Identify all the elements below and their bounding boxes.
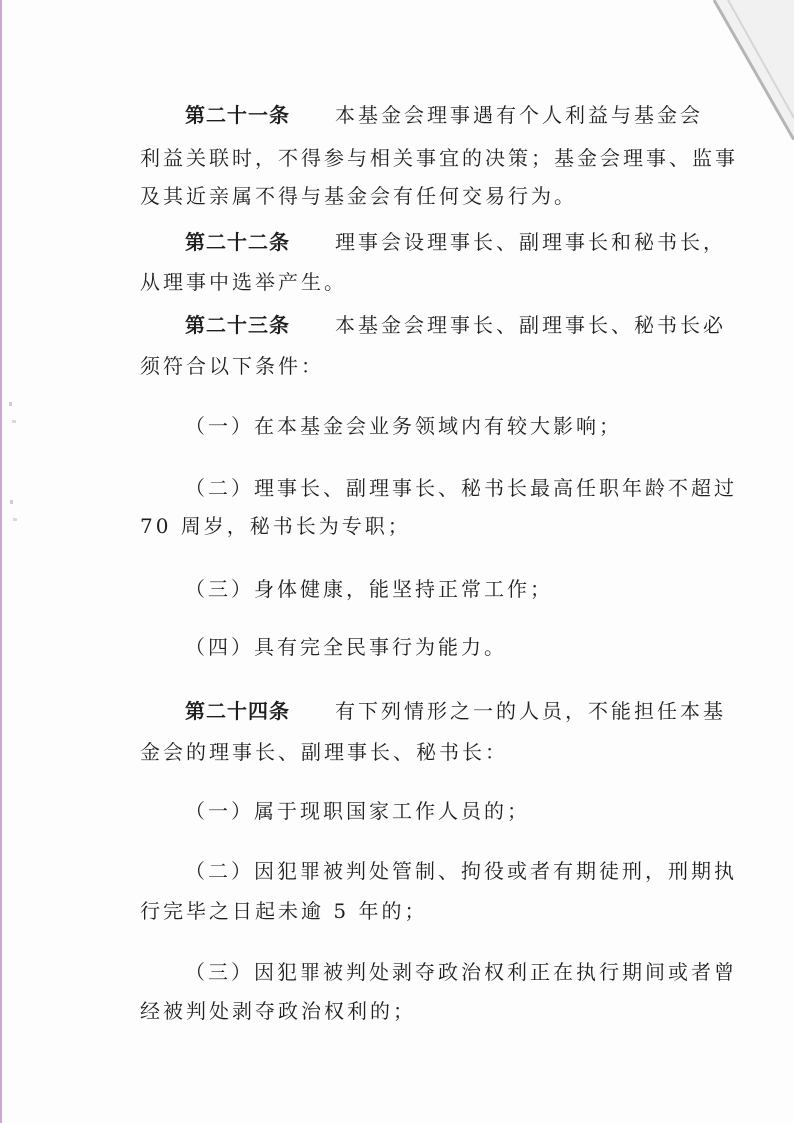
article-23-item-1: （一）在本基金会业务领域内有较大影响；	[185, 414, 622, 438]
article-23-title: 第二十三条	[185, 313, 290, 337]
article-23-item-2-line-2: 70 周岁，秘书长为专职；	[140, 514, 411, 538]
article-21-line-3: 及其近亲属不得与基金会有任何交易行为。	[140, 184, 577, 208]
article-21-first-line	[185, 101, 745, 129]
article-23-item-3: （三）身体健康，能坚持正常工作；	[185, 577, 553, 601]
scan-specks	[6, 400, 20, 540]
article-24-item-2: （二）因犯罪被判处管制、拘役或者有期徒刑，刑期执	[185, 859, 737, 883]
article-21-text: 本基金会理事遇有个人利益与基金会	[335, 103, 703, 127]
article-24-item-3: （三）因犯罪被判处剥夺政治权利正在执行期间或者曾	[185, 960, 737, 984]
article-22-line-2: 从理事中选举产生。	[140, 270, 347, 294]
article-23-line-2: 须符合以下条件：	[140, 354, 324, 378]
article-21-line-2: 利益关联时，不得参与相关事宜的决策；基金会理事、监事	[140, 146, 738, 170]
article-24-item-3-line-2: 经被判处剥夺政治权利的；	[140, 999, 416, 1023]
article-23-item-4: （四）具有完全民事行为能力。	[185, 635, 507, 659]
scan-edge	[0, 0, 2, 1123]
article-22-first-line	[185, 228, 745, 256]
article-23-item-2: （二）理事长、副理事长、秘书长最高任职年龄不超过	[185, 476, 737, 500]
article-24-title: 第二十四条	[185, 699, 290, 723]
article-24-item-2-line-2: 行完毕之日起未逾 5 年的；	[140, 899, 428, 923]
article-24-item-1: （一）属于现职国家工作人员的；	[185, 799, 530, 823]
article-22-title: 第二十二条	[185, 230, 290, 254]
article-21-title: 第二十一条	[185, 103, 290, 127]
article-22-text: 理事会设理事长、副理事长和秘书长，	[335, 230, 726, 254]
article-23-first-line	[185, 311, 745, 339]
article-24-text: 有下列情形之一的人员，不能担任本基	[335, 699, 726, 723]
article-24-first-line	[185, 697, 745, 725]
article-23-text: 本基金会理事长、副理事长、秘书长必	[335, 313, 726, 337]
article-24-line-2: 金会的理事长、副理事长、秘书长：	[140, 740, 508, 764]
